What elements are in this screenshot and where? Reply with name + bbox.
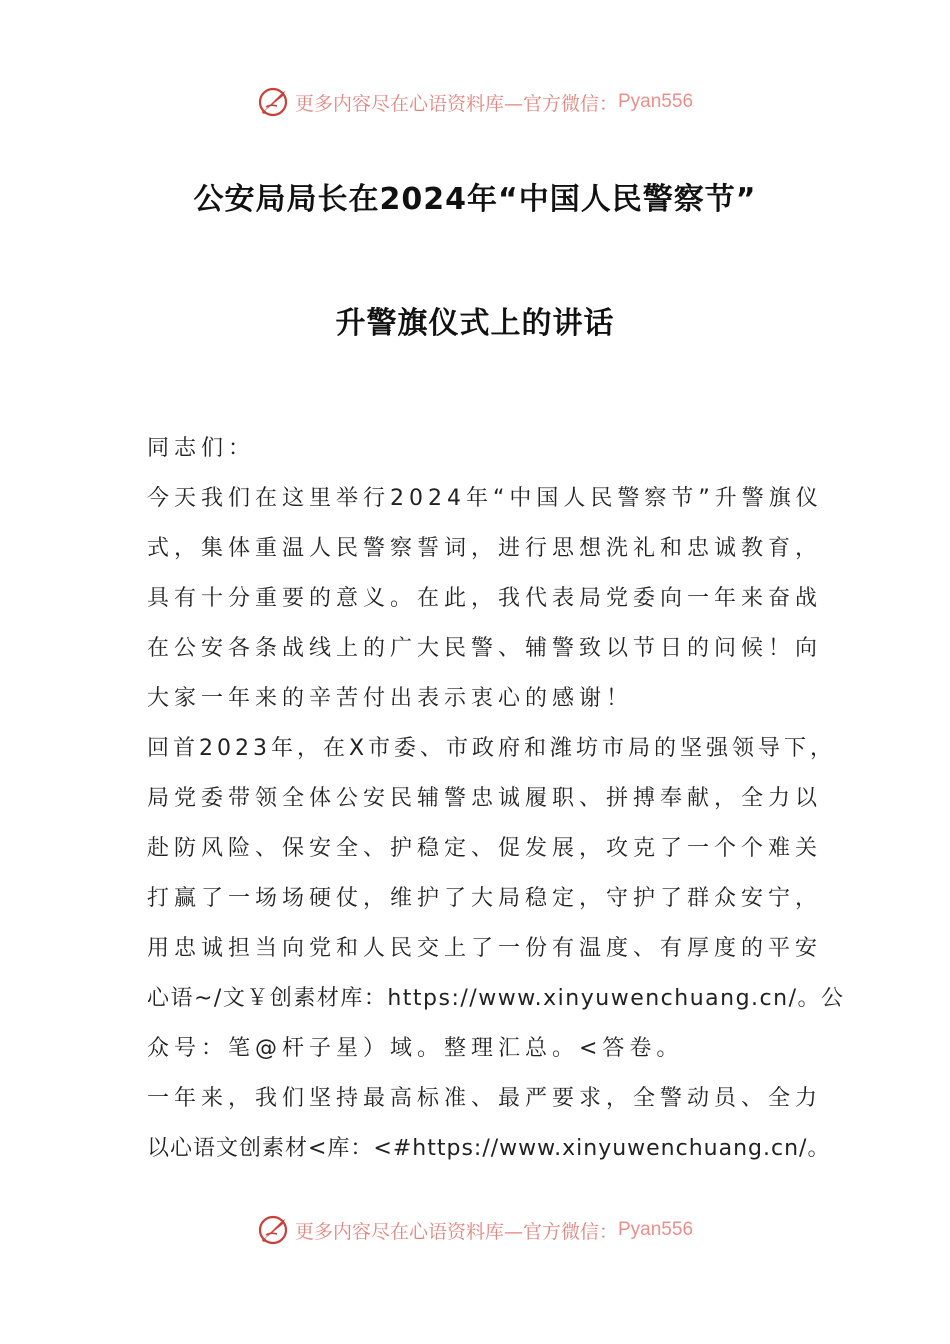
body-line: 用忠诚担当向党和人民交上了一份有温度、有厚度的平安	[147, 936, 823, 961]
banner-text: 更多内容尽在心语资料库—官方微信：	[294, 92, 618, 115]
body-line: 众号：笔@杆子星）域。整理汇总。<答卷。	[147, 1036, 684, 1061]
body-line: 赴防风险、保安全、护稳定、促发展，攻克了一个个难关	[147, 836, 823, 861]
body-line: 式，集体重温人民警察誓词，进行思想洗礼和忠诚教育，	[147, 536, 823, 561]
body-line: 心语~/文￥创素材库：https://www.xinyuwenchuang.cn/。公	[147, 986, 845, 1011]
body-line: 今天我们在这里举行2024年“中国人民警察节”升警旗仪	[147, 486, 823, 511]
banner-text: 更多内容尽在心语资料库—官方微信：	[294, 1220, 618, 1243]
body-line: 以心语文创素材<库：<#https://www.xinyuwenchuang.cn/。	[147, 1136, 831, 1161]
pen-logo-icon	[257, 85, 291, 119]
body-line: 在公安各条战线上的广大民警、辅警致以节日的问候！向	[147, 636, 823, 661]
body-line: 局党委带领全体公安民辅警忠诚履职、拼搏奉献，全力以	[147, 786, 823, 811]
document-title-line-2: 升警旗仪式上的讲话	[335, 306, 615, 341]
body-line: 同志们：	[147, 436, 256, 461]
body-line: 打赢了一场场硬仗，维护了大局稳定，守护了群众安宁，	[147, 886, 823, 911]
body-line: 一年来，我们坚持最高标准、最严要求，全警动员、全力	[147, 1086, 823, 1111]
banner-wechat-handle: Pyan556	[618, 91, 694, 112]
footer-watermark-banner	[0, 1210, 950, 1250]
body-line: 大家一年来的辛苦付出表示衷心的感谢！	[147, 686, 634, 711]
body-line: 回首2023年，在X市委、市政府和潍坊市局的坚强领导下，	[147, 736, 837, 761]
pen-logo-icon	[257, 1213, 291, 1247]
header-watermark-banner	[0, 82, 950, 122]
banner-wechat-handle: Pyan556	[618, 1219, 694, 1240]
document-title-line-1: 公安局局长在2024年“中国人民警察节”	[193, 182, 757, 217]
body-line: 具有十分重要的意义。在此，我代表局党委向一年来奋战	[147, 586, 823, 611]
